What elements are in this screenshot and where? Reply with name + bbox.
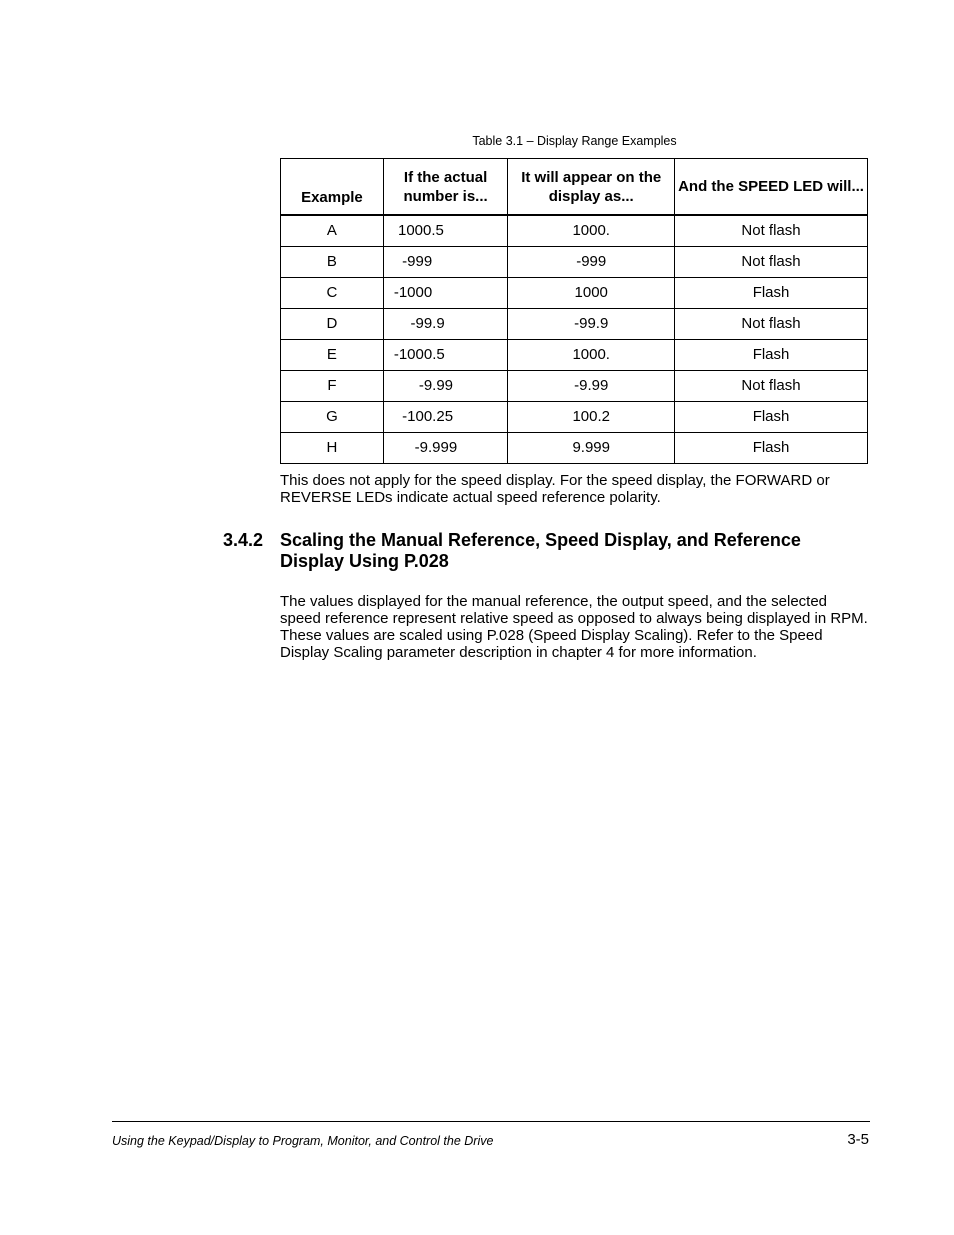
actual-number-cell: 1000.5 bbox=[383, 215, 508, 247]
section-number: 3.4.2 bbox=[223, 530, 264, 550]
speed-led-cell: Not flash bbox=[675, 309, 868, 340]
actual-number-cell: -1000.5 bbox=[383, 340, 508, 371]
speed-led-cell: Flash bbox=[675, 402, 868, 433]
example-cell: E bbox=[281, 340, 384, 371]
table-row bbox=[281, 433, 868, 464]
header-display-as: It will appear on the display as... bbox=[508, 159, 675, 216]
header-example: Example bbox=[281, 159, 384, 216]
example-cell: B bbox=[281, 247, 384, 278]
actual-number-cell: -100.25 bbox=[383, 402, 508, 433]
speed-led-cell: Flash bbox=[675, 278, 868, 309]
actual-number-cell: -1000 bbox=[383, 278, 508, 309]
display-value-cell: 1000. bbox=[508, 215, 675, 247]
header-actual-number: If the actual number is... bbox=[383, 159, 508, 216]
example-cell: F bbox=[281, 371, 384, 402]
speed-led-cell: Not flash bbox=[675, 247, 868, 278]
example-cell: A bbox=[281, 215, 384, 247]
table-caption: Table 3.1 – Display Range Examples bbox=[472, 134, 677, 148]
table-row bbox=[281, 402, 868, 433]
actual-number-cell: -999 bbox=[383, 247, 508, 278]
example-cell: H bbox=[281, 433, 384, 464]
table-row bbox=[281, 278, 868, 309]
display-range-table bbox=[280, 158, 868, 464]
table-note: This does not apply for the speed display. For the speed display, the FORWARD or REVERSE LEDs indicate actual speed reference polarity. bbox=[280, 472, 830, 506]
display-value-cell: -9.99 bbox=[508, 371, 675, 402]
actual-number-cell: -9.999 bbox=[383, 433, 508, 464]
page-number: 3-5 bbox=[847, 1131, 869, 1148]
example-cell: G bbox=[281, 402, 384, 433]
table-row bbox=[281, 247, 868, 278]
actual-number-cell: -99.9 bbox=[383, 309, 508, 340]
section-body: The values displayed for the manual reference, the output speed, and the selected speed reference represent relative speed as opposed to always being displayed in RPM. These values are scaled using P.028 (Speed Display Scaling). Refer to the Speed Display Scaling parameter description in chapter 4 for more information. bbox=[280, 593, 868, 661]
header-speed-led: And the SPEED LED will... bbox=[675, 159, 868, 216]
footer-rule bbox=[112, 1121, 870, 1122]
footer-title: Using the Keypad/Display to Program, Monitor, and Control the Drive bbox=[112, 1134, 494, 1148]
speed-led-cell: Not flash bbox=[675, 215, 868, 247]
example-cell: D bbox=[281, 309, 384, 340]
speed-led-cell: Flash bbox=[675, 433, 868, 464]
speed-led-cell: Not flash bbox=[675, 371, 868, 402]
table-row bbox=[281, 215, 868, 247]
section-title: Scaling the Manual Reference, Speed Display, and Reference Display Using P.028 bbox=[280, 530, 801, 571]
table-row bbox=[281, 340, 868, 371]
table-header-row bbox=[281, 159, 868, 216]
display-value-cell: -99.9 bbox=[508, 309, 675, 340]
example-cell: C bbox=[281, 278, 384, 309]
speed-led-cell: Flash bbox=[675, 340, 868, 371]
table-row bbox=[281, 371, 868, 402]
display-value-cell: -999 bbox=[508, 247, 675, 278]
display-value-cell: 9.999 bbox=[508, 433, 675, 464]
display-value-cell: 1000 bbox=[508, 278, 675, 309]
display-value-cell: 1000. bbox=[508, 340, 675, 371]
display-value-cell: 100.2 bbox=[508, 402, 675, 433]
actual-number-cell: -9.99 bbox=[383, 371, 508, 402]
table-row bbox=[281, 309, 868, 340]
